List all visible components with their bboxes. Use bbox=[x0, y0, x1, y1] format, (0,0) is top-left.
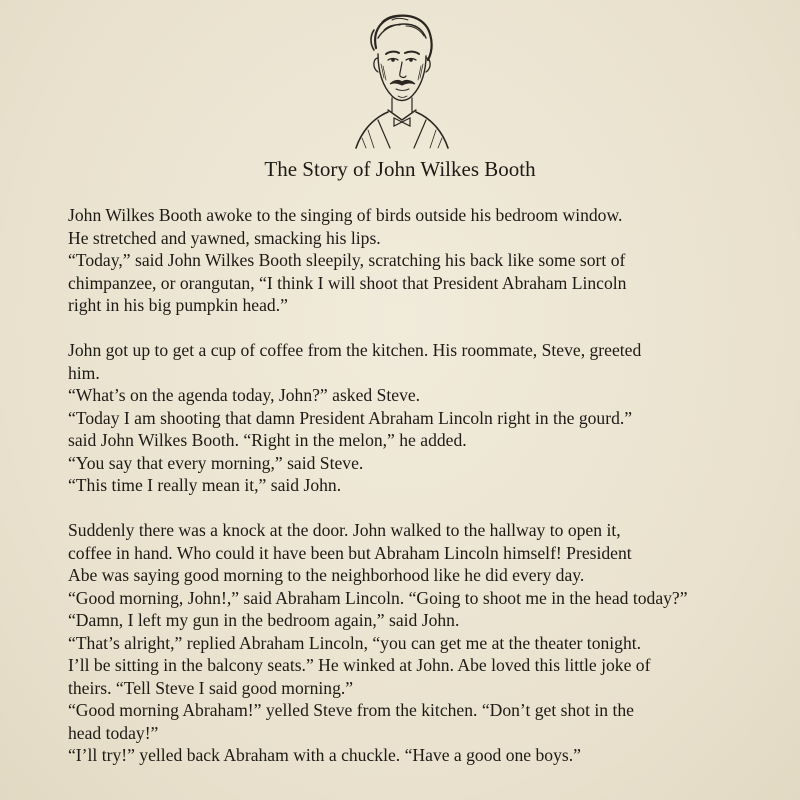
story-line: John got up to get a cup of coffee from the kitchen. His roommate, Steve, greeted bbox=[68, 340, 642, 360]
portrait-sketch-icon bbox=[348, 8, 452, 154]
story-line: theirs. “Tell Steve I said good morning.” bbox=[68, 677, 354, 698]
story-line: head today!” bbox=[68, 722, 159, 743]
story-line: “Good morning Abraham!” yelled Steve from the kitchen. “Don’t get shot in the bbox=[68, 700, 634, 720]
story-line: “This time I really mean it,” said John. bbox=[68, 475, 342, 495]
story-line: “Damn, I left my gun in the bedroom again,” said John. bbox=[68, 610, 460, 630]
paragraph bbox=[68, 519, 788, 767]
story-line: right in his big pumpkin head.” bbox=[68, 295, 288, 315]
story-line: “Good morning, John!,” said Abraham Lincoln. “Going to shoot me in the head today?” bbox=[68, 587, 688, 608]
story-line: “Today I am shooting that damn President Abraham Lincoln right in the gourd.” bbox=[68, 407, 633, 428]
story-line: Suddenly there was a knock at the door. John walked to the hallway to open it, bbox=[68, 520, 621, 540]
paragraph-gap bbox=[68, 317, 788, 340]
paragraph bbox=[68, 204, 788, 317]
story-line: chimpanzee, or orangutan, “I think I will shoot that President Abraham Lincoln bbox=[68, 272, 627, 293]
paragraph-gap bbox=[68, 497, 788, 520]
story-line: “Today,” said John Wilkes Booth sleepily, scratching his back like some sort of bbox=[68, 250, 626, 270]
story-line: Abe was saying good morning to the neighborhood like he did every day. bbox=[68, 565, 585, 585]
story-line: “What’s on the agenda today, John?” asked Steve. bbox=[68, 385, 421, 405]
story-body bbox=[68, 204, 788, 767]
story-line: “You say that every morning,” said Steve. bbox=[68, 452, 364, 473]
story-title: The Story of John Wilkes Booth bbox=[264, 157, 536, 181]
story-line: said John Wilkes Booth. “Right in the melon,” he added. bbox=[68, 430, 467, 450]
story-line: “I’ll try!” yelled back Abraham with a chuckle. “Have a good one boys.” bbox=[68, 745, 581, 765]
story-line: John Wilkes Booth awoke to the singing of birds outside his bedroom window. bbox=[68, 205, 623, 225]
story-line: “That’s alright,” replied Abraham Lincoln, “you can get me at the theater tonight. bbox=[68, 632, 642, 653]
paragraph bbox=[68, 339, 788, 497]
story-line: him. bbox=[68, 362, 100, 383]
story-line: He stretched and yawned, smacking his lips. bbox=[68, 227, 381, 248]
story-line: I’ll be sitting in the balcony seats.” He winked at John. Abe loved this little joke of bbox=[68, 655, 651, 675]
story-line: coffee in hand. Who could it have been but Abraham Lincoln himself! President bbox=[68, 542, 632, 563]
